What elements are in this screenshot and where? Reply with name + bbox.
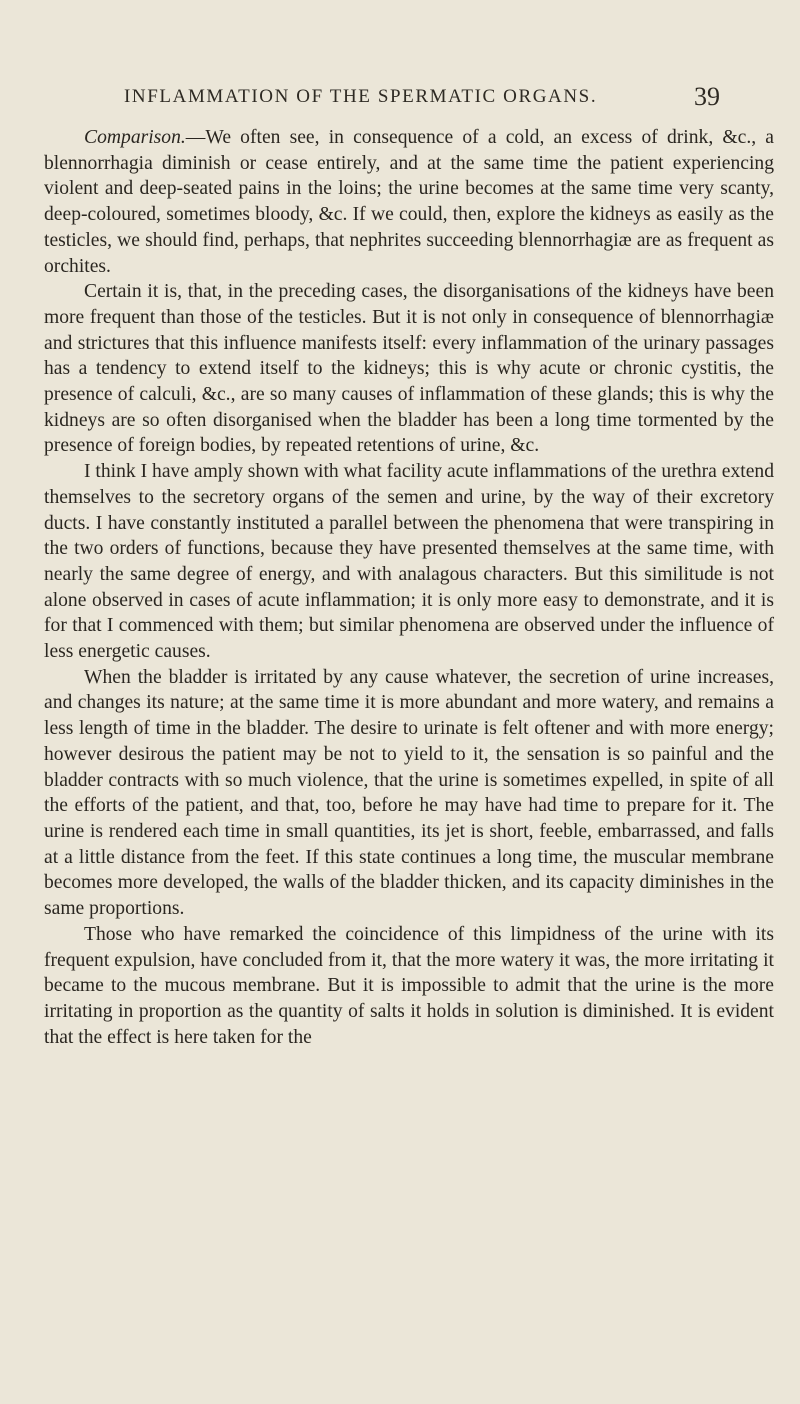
paragraph: I think I have amply shown with what facility acute inflammations of the urethra extend themselves to the secretory organs of the semen and urine, by the way of their excretory ducts. I have constantly instituted a parallel between the phenomena that were transpiring in the two orders of functions, because they have presented themselves at the same time, with nearly the same degree of energy, and with analagous characters. But this similitude is not alone observed in cases of acute inflammation; it is only more easy to demonstrate, and it is for that I commenced with them; but similar phenomena are observed under the influence of less energetic causes. [44,461,774,663]
paragraph: When the bladder is irritated by any cause whatever, the secretion of urine increases, and changes its nature; at the same time it is more abundant and more watery, and remains a less length of time in the bladder. The desire to urinate is felt oftener and with more energy; however desirous the patient may be not to yield to it, the sensation is so painful and the bladder contracts with so much violence, that the urine is sometimes expelled, in spite of all the efforts of the patient, and that, too, before he may have had time to prepare for it. The urine is rendered each time in small quantities, its jet is short, feeble, embarrassed, and falls at a little distance from the feet. If this state continues a long time, the muscular membrane becomes more developed, the walls of the bladder thicken, and its capacity diminishes in the same proportions. [44,666,774,920]
body-text [44,125,774,1050]
paragraph [44,125,774,279]
paragraph-text: —We often see, in consequence of a cold, an excess of drink, &c., a blennorrhagia diminish or cease entirely, and at the same time the patient experiencing violent and deep-seated pains in the loins; the urine becomes at the same time very scanty, deep-coloured, sometimes bloody, &c. If we could, then, explore the kidneys as easily as the testicles, we should find, perhaps, that nephrites succeeding blennorrhagiæ are as frequent as orchites. [44,127,774,277]
running-head [104,82,720,118]
running-title: INFLAMMATION OF THE SPERMATIC ORGANS. [124,86,598,107]
paragraph: Certain it is, that, in the preceding cases, the disorganisations of the kidneys have been more frequent than those of the testicles. But it is not only in consequence of blennorrhagiæ and strictures that this influence manifests itself: every inflammation of the urinary passages has a tendency to extend itself to the kidneys; this is why acute or chronic cystitis, the presence of calculi, &c., are so many causes of inflammation of these glands; this is why the kidneys are so often disorganised when the bladder has been a long time tormented by the presence of foreign bodies, by repeated retentions of urine, &c. [44,281,774,457]
paragraph: Those who have remarked the coincidence of this limpidness of the urine with its frequent expulsion, have concluded from it, that the more watery it was, the more irritating it became to the mucous membrane. But it is impossible to admit that the urine is the more irritating in proportion as the quantity of salts it holds in solution is diminished. It is evident that the effect is here taken for the [44,923,774,1048]
paragraph-lead: Comparison. [84,127,186,148]
page-number: 39 [694,82,720,111]
